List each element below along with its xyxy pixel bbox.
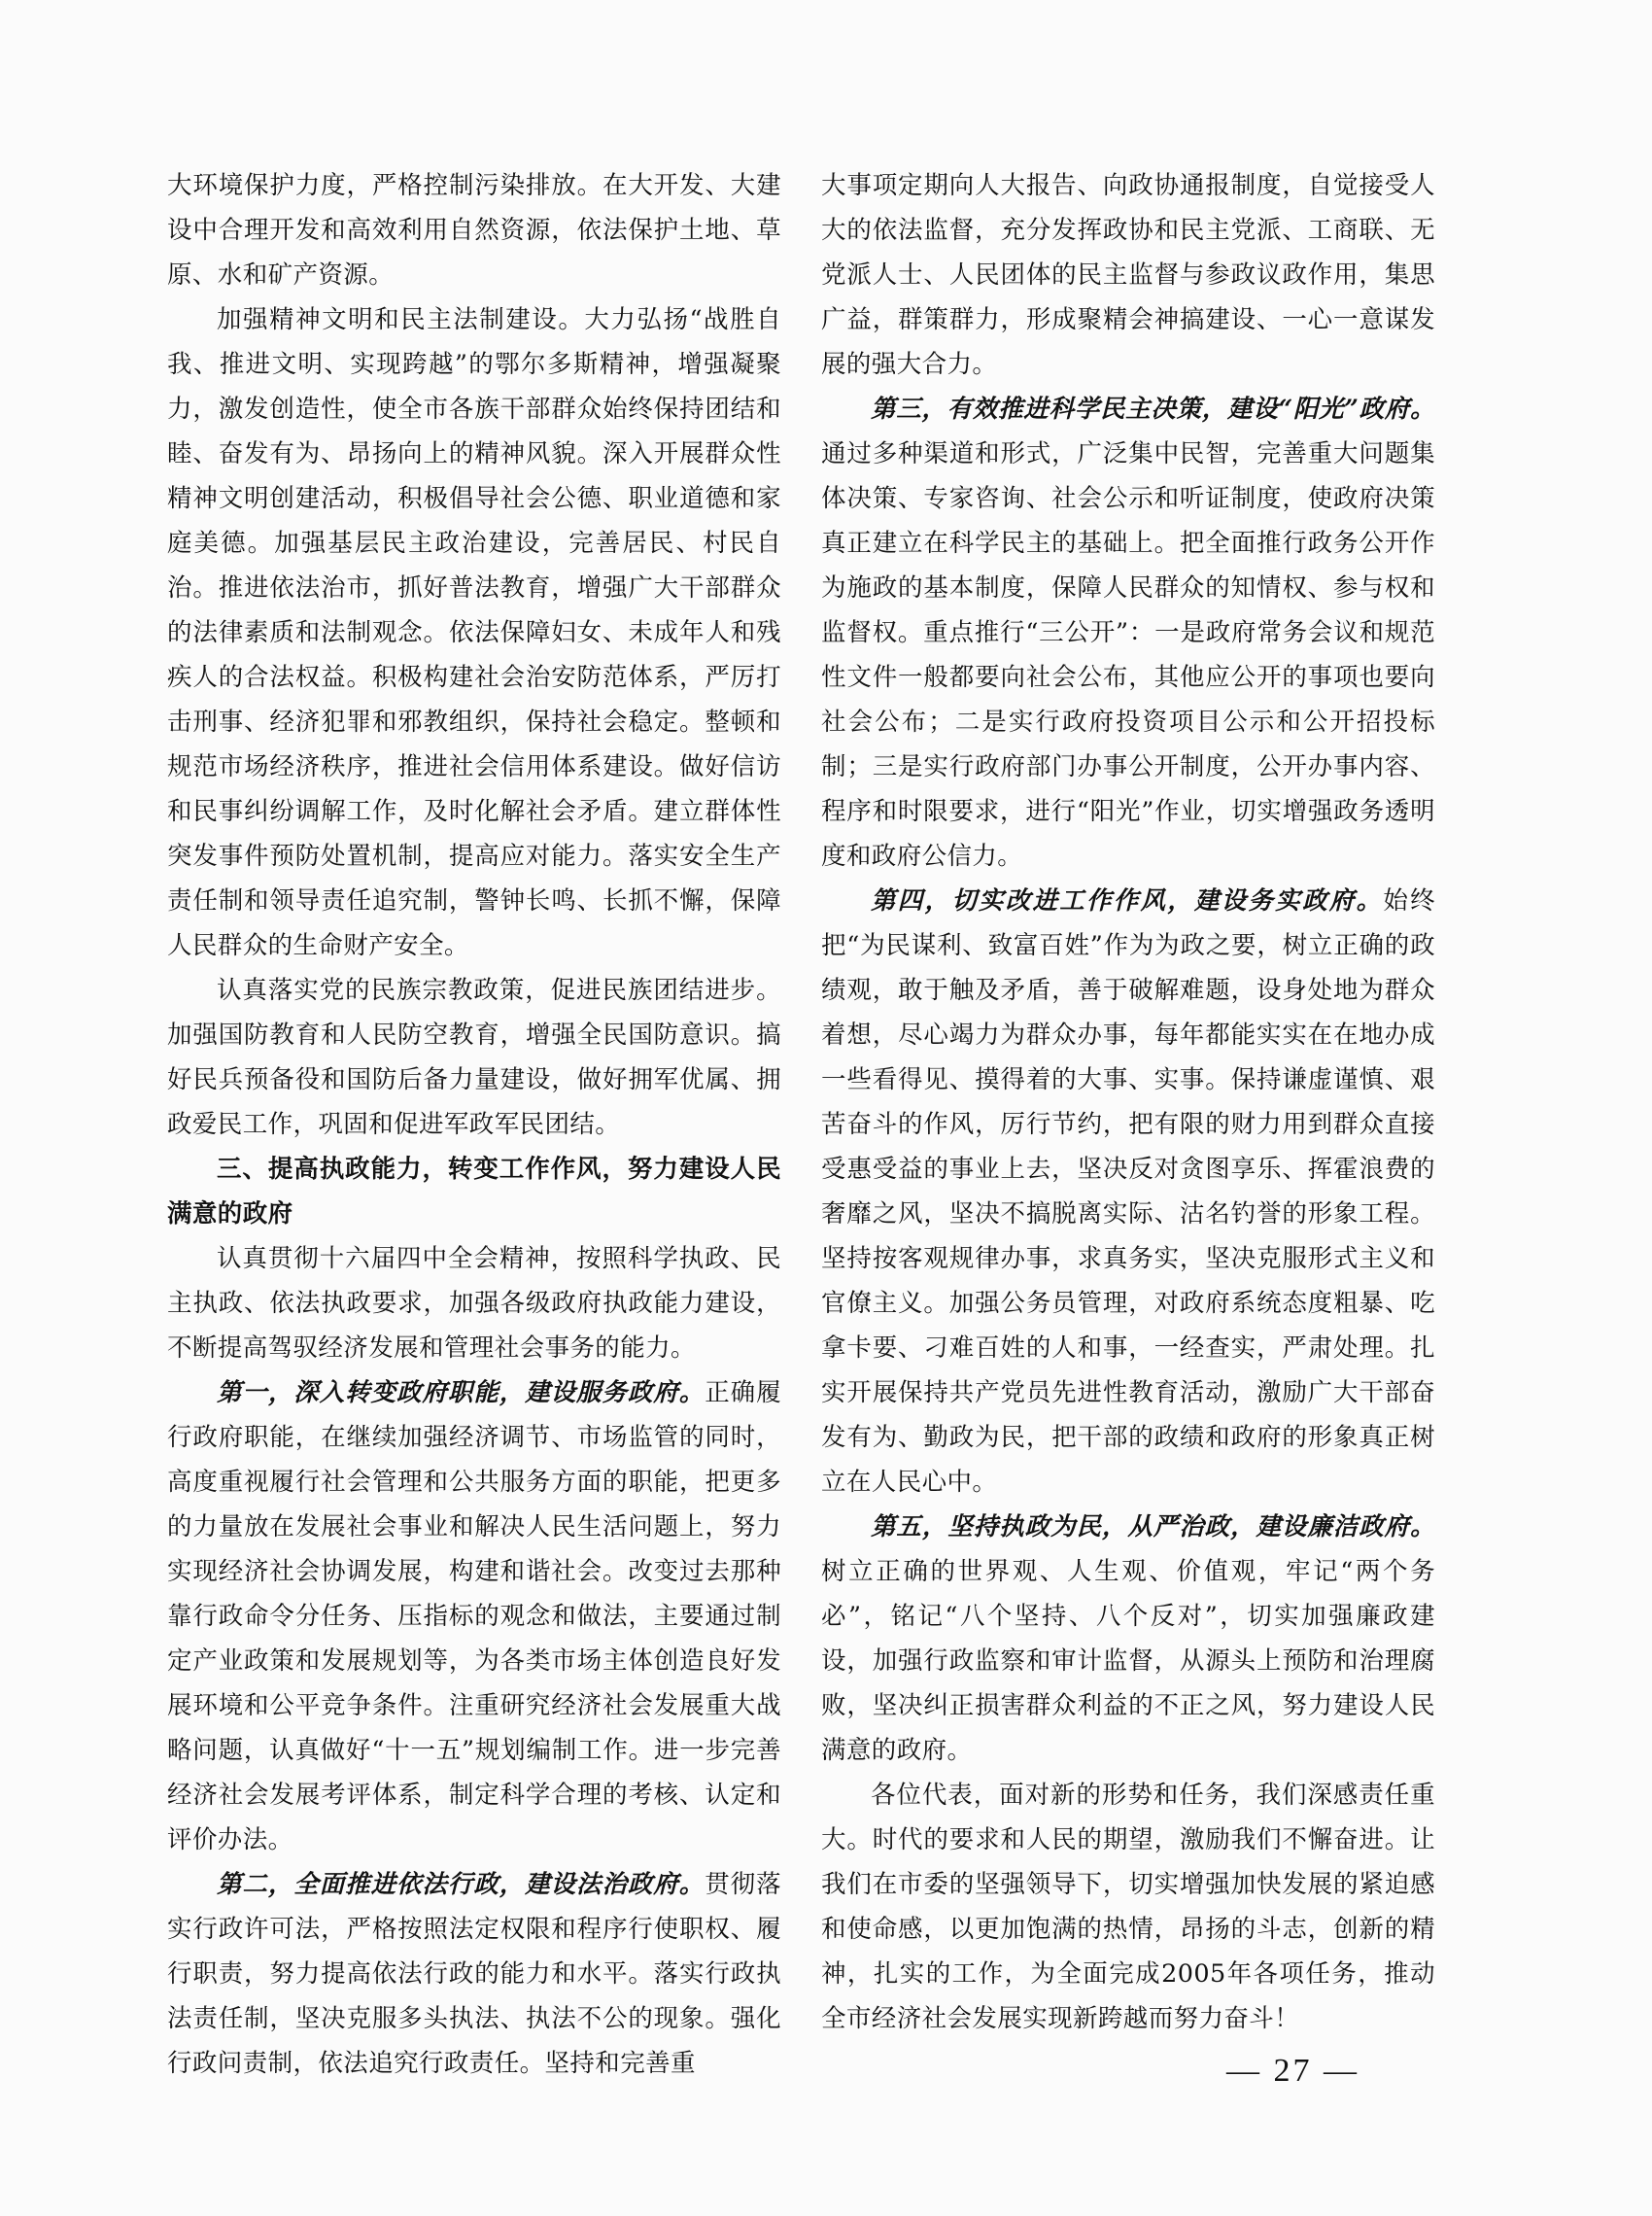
section-heading: 三、提高执政能力，转变工作作风，努力建设人民满意的政府 <box>167 1155 781 1229</box>
paragraph: 各位代表，面对新的形势和任务，我们深感责任重大。时代的要求和人民的期望，激励我们不懈奋进。让我们在市委的坚强领导下，切实增强加快发展的紧迫感和使命感，以更加饱满的热情，昂扬的斗志，创新的精神，扎实的工作，为全面完成2005年各项任务，推动全市经济社会发展实现新跨越而努力奋斗！ <box>821 1781 1435 2033</box>
paragraph <box>821 387 1435 879</box>
paragraph-lead: 第五，坚持执政为民，从严治政，建设廉洁政府。 <box>871 1512 1435 1541</box>
paragraph: 大环境保护力度，严格控制污染排放。在大开发、大建设中合理开发和高效利用自然资源，依法保护土地、草原、水和矿产资源。 <box>167 171 781 290</box>
paragraph: 认真落实党的民族宗教政策，促进民族团结进步。加强国防教育和人民防空教育，增强全民国防意识。搞好民兵预备役和国防后备力量建设，做好拥军优属、拥政爱民工作，巩固和促进军政军民团结。 <box>167 976 781 1139</box>
page-number: — 27 — <box>1226 2053 1359 2089</box>
paragraph-lead: 第二，全面推进依法行政，建设法治政府。 <box>217 1870 706 1899</box>
paragraph-lead: 第一，深入转变政府职能，建设服务政府。 <box>217 1378 706 1407</box>
paragraph: 加强精神文明和民主法制建设。大力弘扬“战胜自我、推进文明、实现跨越”的鄂尔多斯精神，增强凝聚力，激发创造性，使全市各族干部群众始终保持团结和睦、奋发有为、昂扬向上的精神风貌。深入开展群众性精神文明创建活动，积极倡导社会公德、职业道德和家庭美德。加强基层民主政治建设，完善居民、村民自治。推进依法治市，抓好普法教育，增强广大干部群众的法律素质和法制观念。依法保障妇女、未成年人和残疾人的合法权益。积极构建社会治安防范体系，严厉打击刑事、经济犯罪和邪教组织，保持社会稳定。整顿和规范市场经济秩序，推进社会信用体系建设。做好信访和民事纠纷调解工作，及时化解社会矛盾。建立群体性突发事件预防处置机制，提高应对能力。落实安全生产责任制和领导责任追究制，警钟长鸣、长抓不懈，保障人民群众的生命财产安全。 <box>167 305 781 960</box>
right-column <box>821 163 1435 2041</box>
paragraph-body: 正确履行政府职能，在继续加强经济调节、市场监管的同时，高度重视履行社会管理和公共服务方面的职能，把更多的力量放在发展社会事业和解决人民生活问题上，努力实现经济社会协调发展，构建和谐社会。改变过去那种靠行政命令分任务、压指标的观念和做法，主要通过制定产业政策和发展规划等，为各类市场主体创造良好发展环境和公平竞争条件。注重研究经济社会发展重大战略问题，认真做好“十一五”规划编制工作。进一步完善经济社会发展考评体系，制定科学合理的考核、认定和评价办法。 <box>167 1378 782 1854</box>
paragraph-lead: 第三，有效推进科学民主决策，建设“阳光”政府。 <box>871 395 1435 424</box>
paragraph: 认真贯彻十六届四中全会精神，按照科学执政、民主执政、依法执政要求，加强各级政府执政能力建设，不断提高驾驭经济发展和管理社会事务的能力。 <box>167 1244 781 1363</box>
paragraph-lead: 第四，切实改进工作作风，建设务实政府。 <box>871 886 1384 916</box>
paragraph <box>821 1505 1435 1773</box>
paragraph <box>167 1862 781 2086</box>
paragraph <box>821 879 1435 1505</box>
paragraph-body: 树立正确的世界观、人生观、价值观，牢记“两个务必”，铭记“八个坚持、八个反对”，切实加强廉政建设，加强行政监察和审计监督，从源头上预防和治理腐败，坚决纠正损害群众利益的不正之风，努力建设人民满意的政府。 <box>821 1557 1435 1765</box>
paragraph-body: 始终把“为民谋利、致富百姓”作为为政之要，树立正确的政绩观，敢于触及矛盾，善于破解难题，设身处地为群众着想，尽心竭力为群众办事，每年都能实实在在地办成一些看得见、摸得着的大事、实事。保持谦虚谨慎、艰苦奋斗的作风，厉行节约，把有限的财力用到群众直接受惠受益的事业上去，坚决反对贪图享乐、挥霍浪费的奢靡之风，坚决不搞脱离实际、沽名钓誉的形象工程。坚持按客观规律办事，求真务实，坚决克服形式主义和官僚主义。加强公务员管理，对政府系统态度粗暴、吃拿卡要、刁难百姓的人和事，一经查实，严肃处理。扎实开展保持共产党员先进性教育活动，激励广大干部奋发有为、勤政为民，把干部的政绩和政府的形象真正树立在人民心中。 <box>821 886 1435 1497</box>
paragraph-body: 贯彻落实行政许可法，严格按照法定权限和程序行使职权、履行职责，努力提高依法行政的能力和水平。落实行政执法责任制，坚决克服多头执法、执法不公的现象。强化行政问责制，依法追究行政责任。坚持和完善重 <box>167 1870 782 2078</box>
paragraph <box>167 1370 781 1862</box>
paragraph: 大事项定期向人大报告、向政协通报制度，自觉接受人大的依法监督，充分发挥政协和民主党派、工商联、无党派人士、人民团体的民主监督与参政议政作用，集思广益，群策群力，形成聚精会神搞建设、一心一意谋发展的强大合力。 <box>821 171 1435 379</box>
left-column <box>167 163 781 2086</box>
paragraph-body: 通过多种渠道和形式，广泛集中民智，完善重大问题集体决策、专家咨询、社会公示和听证制度，使政府决策真正建立在科学民主的基础上。把全面推行政务公开作为施政的基本制度，保障人民群众的知情权、参与权和监督权。重点推行“三公开”：一是政府常务会议和规范性文件一般都要向社会公布，其他应公开的事项也要向社会公布；二是实行政府投资项目公示和公开招投标制；三是实行政府部门办事公开制度，公开办事内容、程序和时限要求，进行“阳光”作业，切实增强政务透明度和政府公信力。 <box>821 439 1435 871</box>
